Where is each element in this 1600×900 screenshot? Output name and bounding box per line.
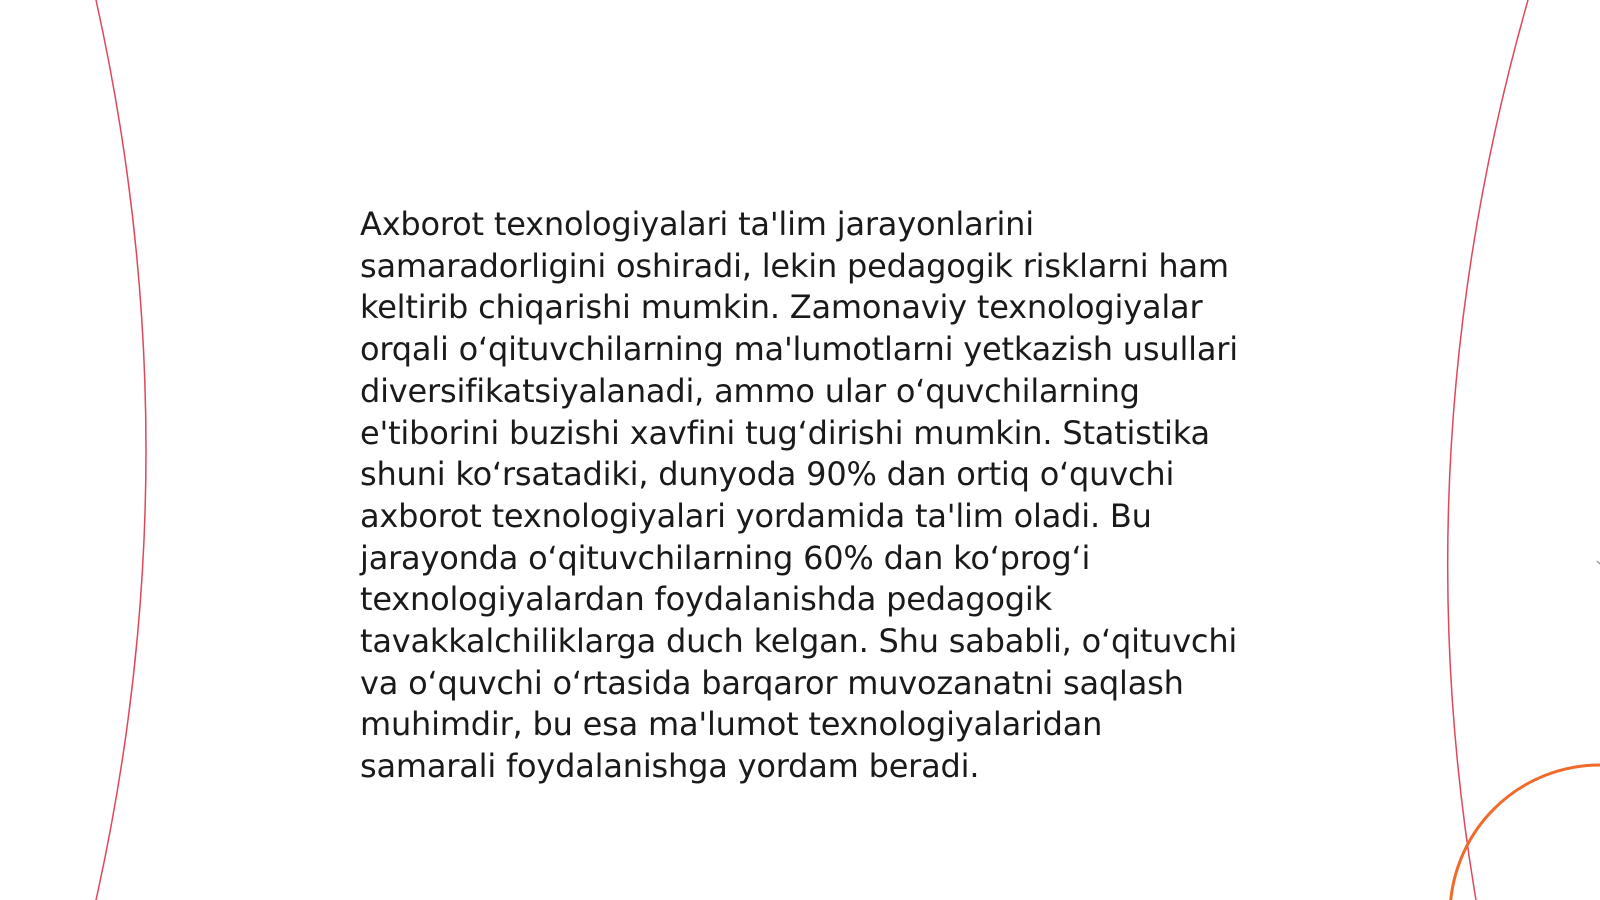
- right-curve-line: [1448, 0, 1528, 900]
- slide-body-text: Axborot texnologiyalari ta'lim jarayonlarini samaradorligini oshiradi, lekin pedagogik risklarni ham keltirib chiqarishi mumkin. Zamonaviy texnologiyalar orqali oʻqituvchilarning ma'lumotlarni yetkazish usullari diversifikatsiyalanadi, ammo ular oʻquvchilarning e'tiborini buzishi xavfini tugʻdirishi mumkin. Statistika shuni koʻrsatadiki, dunyoda 90% dan ortiq oʻquvchi axborot texnologiyalari yordamida ta'lim oladi. Bu jarayonda oʻqituvchilarning 60% dan koʻprogʻi texnologiyalardan foydalanishda pedagogik tavakkalchiliklarga duch kelgan. Shu sababli, oʻqituvchi va oʻquvchi oʻrtasida barqaror muvozanatni saqlash muhimdir, bu esa ma'lumot texnologiyalaridan samarali foydalanishga yordam beradi.: [360, 205, 1238, 786]
- left-curve-line: [96, 0, 146, 900]
